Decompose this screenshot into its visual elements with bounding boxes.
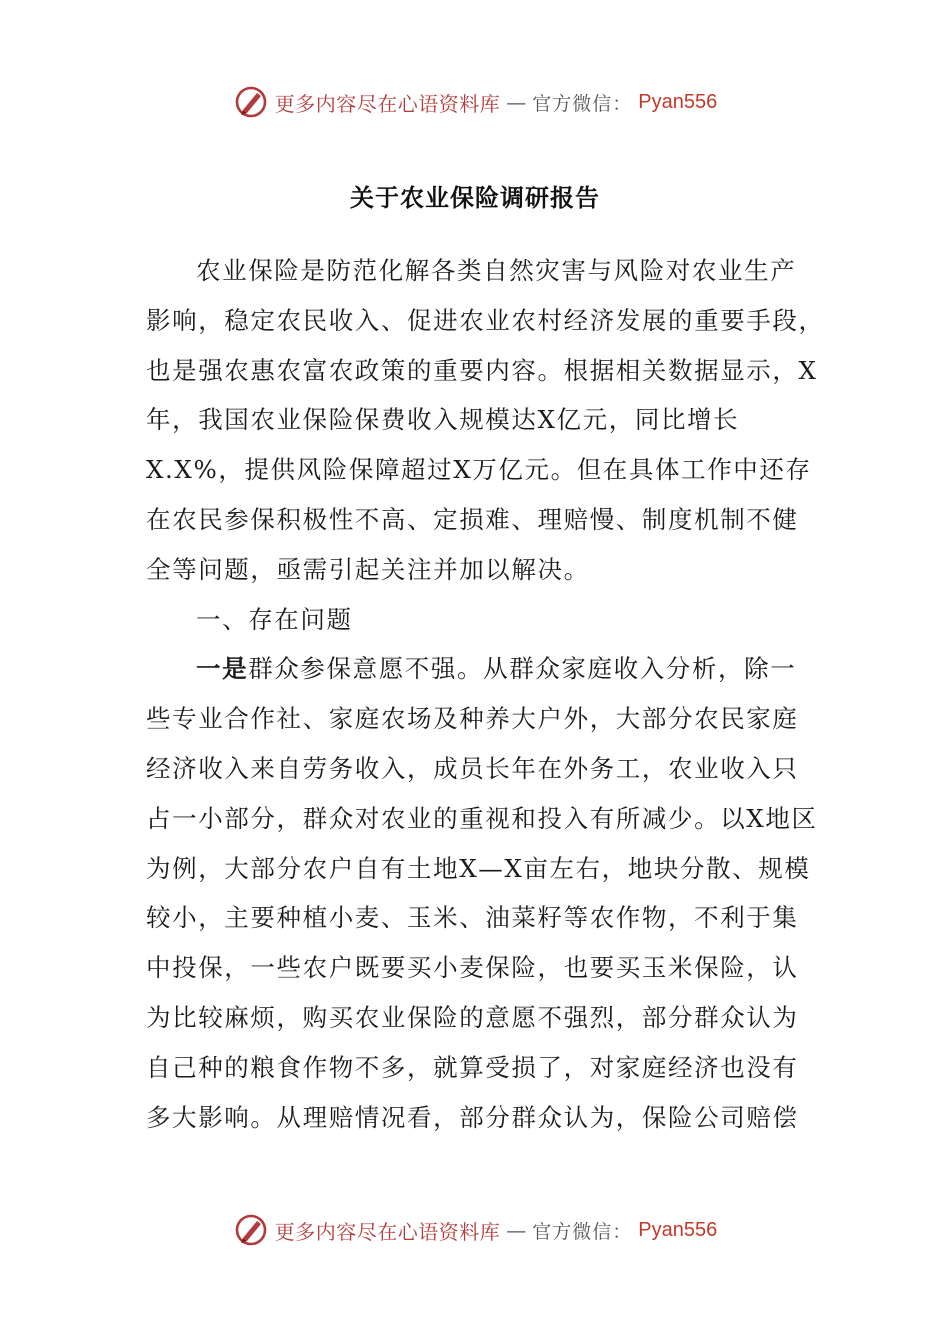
header-banner — [0, 82, 950, 122]
pen-logo-icon — [233, 1212, 269, 1248]
body-line: 占一小部分，群众对农业的重视和投入有所减少。以X地区 — [146, 803, 818, 833]
banner-wechat-label: 官方微信： — [532, 92, 633, 115]
body-line: 农业保险是防范化解各类自然灾害与风险对农业生产 — [196, 256, 797, 285]
footer-banner — [0, 1210, 950, 1250]
document-title: 关于农业保险调研报告 — [350, 184, 600, 212]
body-line: 中投保，一些农户既要买小麦保险，也要买玉米保险，认 — [146, 953, 799, 983]
banner-separator: — — [506, 1218, 527, 1242]
banner-wechat-id: Pyan556 — [638, 1218, 718, 1241]
point-one-lead: 一是 — [196, 654, 249, 684]
body-line: X.X%，提供风险保障超过X万亿元。但在具体工作中还存 — [146, 455, 812, 485]
body-line: 为例，大部分农户自有土地X—X亩左右，地块分散、规模 — [146, 853, 811, 883]
body-line: 为比较麻烦，购买农业保险的意愿不强烈，部分群众认为 — [146, 1002, 799, 1032]
body-line: 经济收入来自劳务收入，成员长年在外务工，农业收入只 — [146, 753, 799, 783]
body-line: 影响，稳定农民收入、促进农业农村经济发展的重要手段， — [146, 305, 825, 335]
body-line: 年，我国农业保险保费收入规模达X亿元，同比增长 — [146, 405, 740, 435]
banner-site-text: 更多内容尽在心语资料库 — [274, 91, 501, 116]
body-line: 些专业合作社、家庭农场及种养大户外，大部分农民家庭 — [146, 704, 799, 734]
section-heading: 一、存在问题 — [196, 604, 353, 634]
body-line: 全等问题，亟需引起关注并加以解决。 — [146, 554, 590, 584]
banner-wechat-label: 官方微信： — [532, 1220, 633, 1243]
body-line: 在农民参保积极性不高、定损难、理赔慢、制度机制不健 — [146, 504, 799, 534]
banner-site-text: 更多内容尽在心语资料库 — [274, 1219, 501, 1244]
banner-separator: — — [506, 90, 527, 114]
body-line: 自己种的粮食作物不多，就算受损了，对家庭经济也没有 — [146, 1052, 799, 1082]
body-line: 也是强农惠农富农政策的重要内容。根据相关数据显示，X — [146, 355, 818, 385]
body-line: 较小，主要种植小麦、玉米、油菜籽等农作物，不利于集 — [146, 903, 799, 933]
body-line: 多大影响。从理赔情况看，部分群众认为，保险公司赔偿 — [146, 1102, 799, 1132]
point-one-line — [146, 644, 806, 694]
banner-wechat-id: Pyan556 — [638, 90, 718, 113]
document-body — [146, 246, 825, 1142]
point-one-rest: 群众参保意愿不强。从群众家庭收入分析，除一 — [248, 654, 797, 684]
pen-logo-icon — [233, 84, 269, 120]
